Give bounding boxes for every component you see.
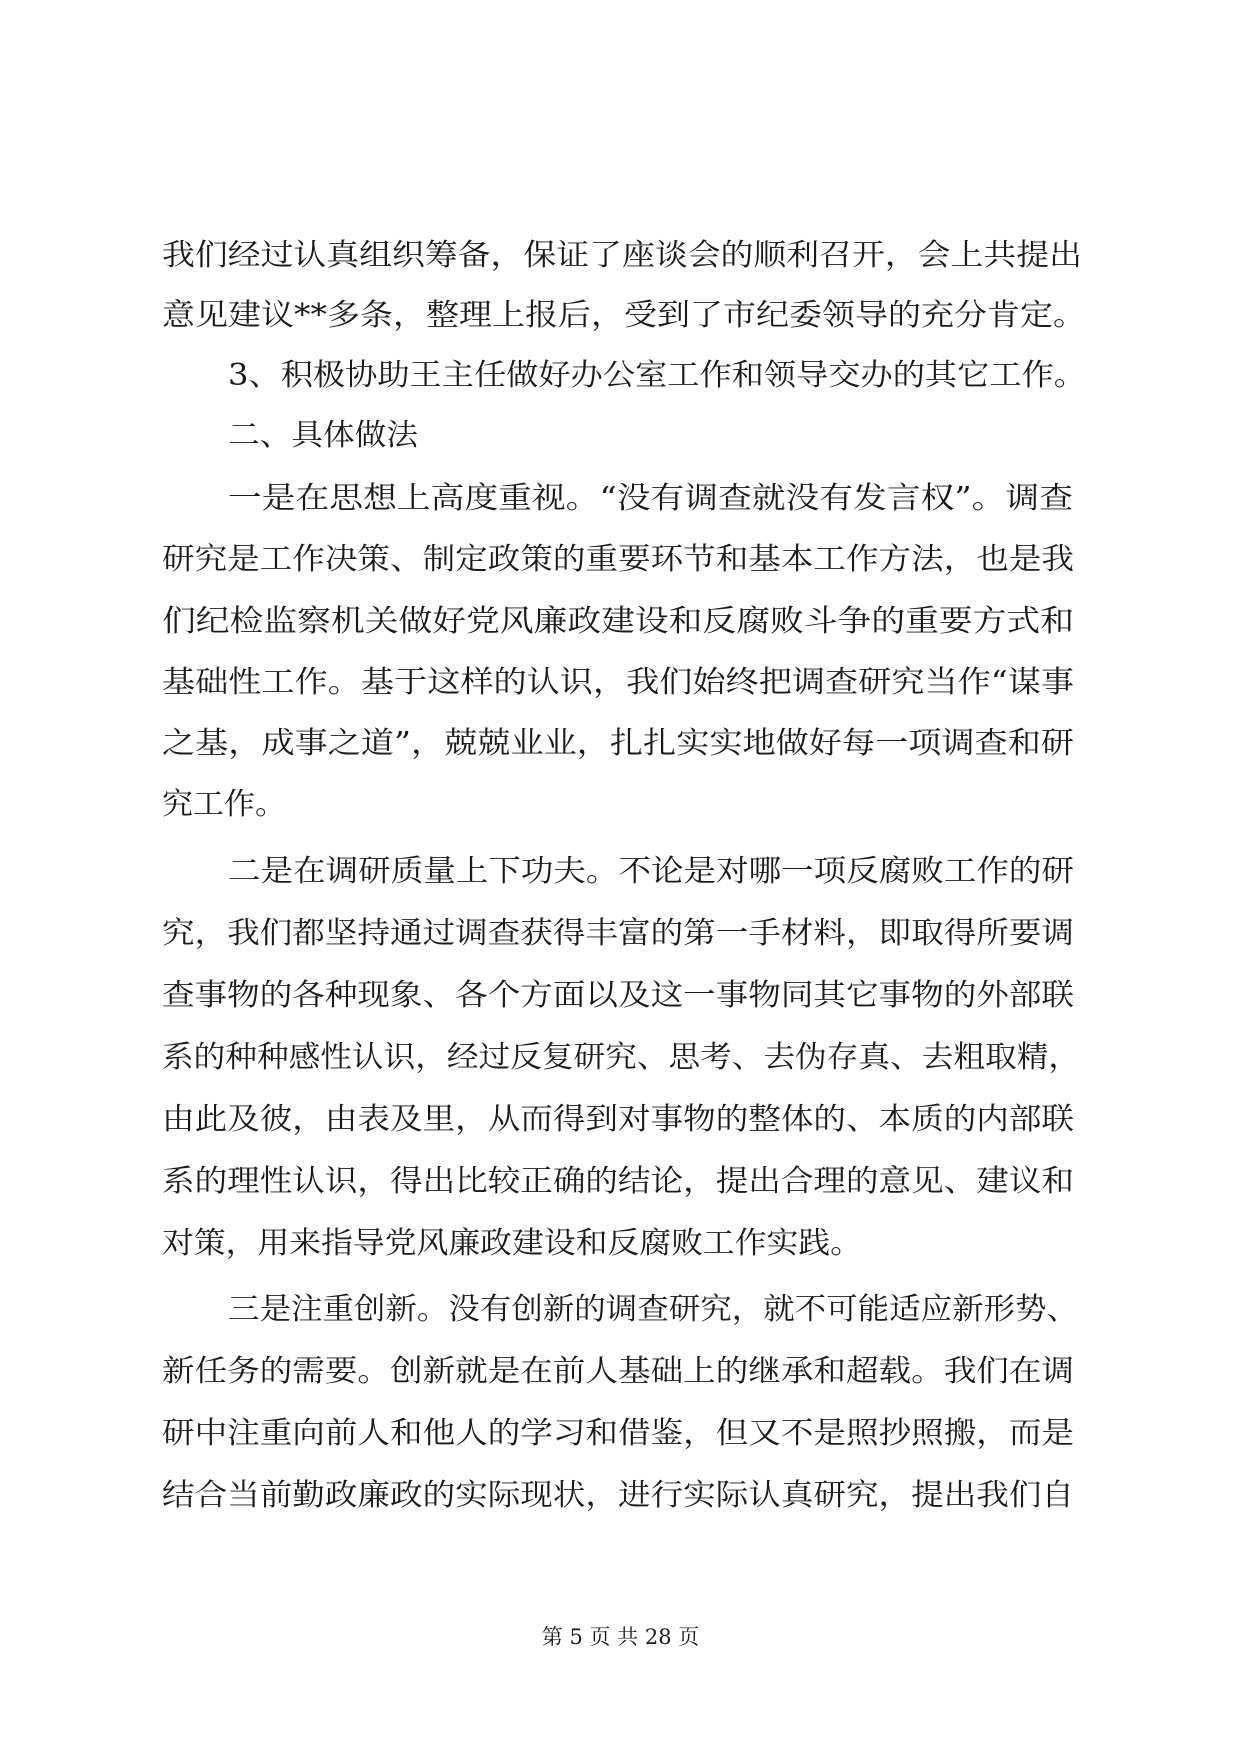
text-line [0, 1466, 1241, 1526]
text-line [0, 1152, 1241, 1212]
text-line [0, 592, 1241, 652]
text-line-content: 一是在思想上高度重视。“没有调查就没有发言权”。调查 [228, 481, 1073, 516]
text-line [0, 775, 1241, 835]
text-line-content: 系的理性认识，得出比较正确的结论，提出合理的意见、建议和 [162, 1164, 1074, 1199]
text-line [0, 842, 1241, 902]
text-line-content: 究工作。 [162, 787, 286, 822]
text-line-content: 对策，用来指导党风廉政建设和反腐败工作实践。 [162, 1226, 862, 1261]
text-line [0, 714, 1241, 774]
text-line-content: 查事物的各种现象、各个方面以及这一事物同其它事物的外部联 [162, 978, 1074, 1013]
text-line-content: 由此及彼，由表及里，从而得到对事物的整体的、本质的内部联 [162, 1102, 1074, 1137]
text-line [0, 226, 1241, 286]
text-line [0, 469, 1241, 529]
text-line-content: 三是注重创新。没有创新的调查研究，就不可能适应新形势、 [228, 1292, 1079, 1327]
text-line-content: 意见建议**多条，整理上报后，受到了市纪委领导的充分肯定。 [162, 298, 1086, 333]
section-heading-text: 二、具体做法 [228, 418, 419, 453]
text-line-content: 结合当前勤政廉政的实际现状，进行实际认真研究，提出我们自 [162, 1478, 1074, 1513]
text-line-content: 新任务的需要。创新就是在前人基础上的继承和超载。我们在调 [162, 1354, 1074, 1389]
text-line-content: 之基，成事之道”，兢兢业业，扎扎实实地做好每一项调查和研 [162, 726, 1075, 761]
text-line [0, 346, 1241, 406]
text-line [0, 1342, 1241, 1402]
text-line [0, 530, 1241, 590]
text-line [0, 1280, 1241, 1340]
text-line-content: 系的种种感性认识，经过反复研究、思考、去伪存真、去粗取精， [162, 1040, 1081, 1075]
text-line-content: 研究是工作决策、制定政策的重要环节和基本工作方法，也是我 [162, 542, 1074, 577]
text-line [0, 1214, 1241, 1274]
text-line-content: 3、积极协助王主任做好办公室工作和领导交办的其它工作。 [228, 358, 1086, 393]
text-line [0, 653, 1241, 713]
text-line-content: 研中注重向前人和他人的学习和借鉴，但又不是照抄照搬，而是 [162, 1416, 1074, 1451]
text-line-content: 们纪检监察机关做好党风廉政建设和反腐败斗争的重要方式和 [162, 604, 1074, 639]
text-line-content: 究，我们都坚持通过调查获得丰富的第一手材料，即取得所要调 [162, 916, 1074, 951]
text-line-content: 二是在调研质量上下功夫。不论是对哪一项反腐败工作的研 [228, 854, 1074, 889]
text-line-content: 基础性工作。基于这样的认识，我们始终把调查研究当作“谋事 [162, 665, 1075, 700]
text-line [0, 904, 1241, 964]
text-line [0, 966, 1241, 1026]
text-line [0, 286, 1241, 346]
section-heading [0, 406, 1241, 466]
text-line [0, 1404, 1241, 1464]
page-number-footer: 第 5 页 共 28 页 [541, 1625, 700, 1649]
text-line-content: 我们经过认真组织筹备，保证了座谈会的顺利召开，会上共提出 [162, 238, 1082, 273]
text-line [0, 1090, 1241, 1150]
text-line [0, 1028, 1241, 1088]
